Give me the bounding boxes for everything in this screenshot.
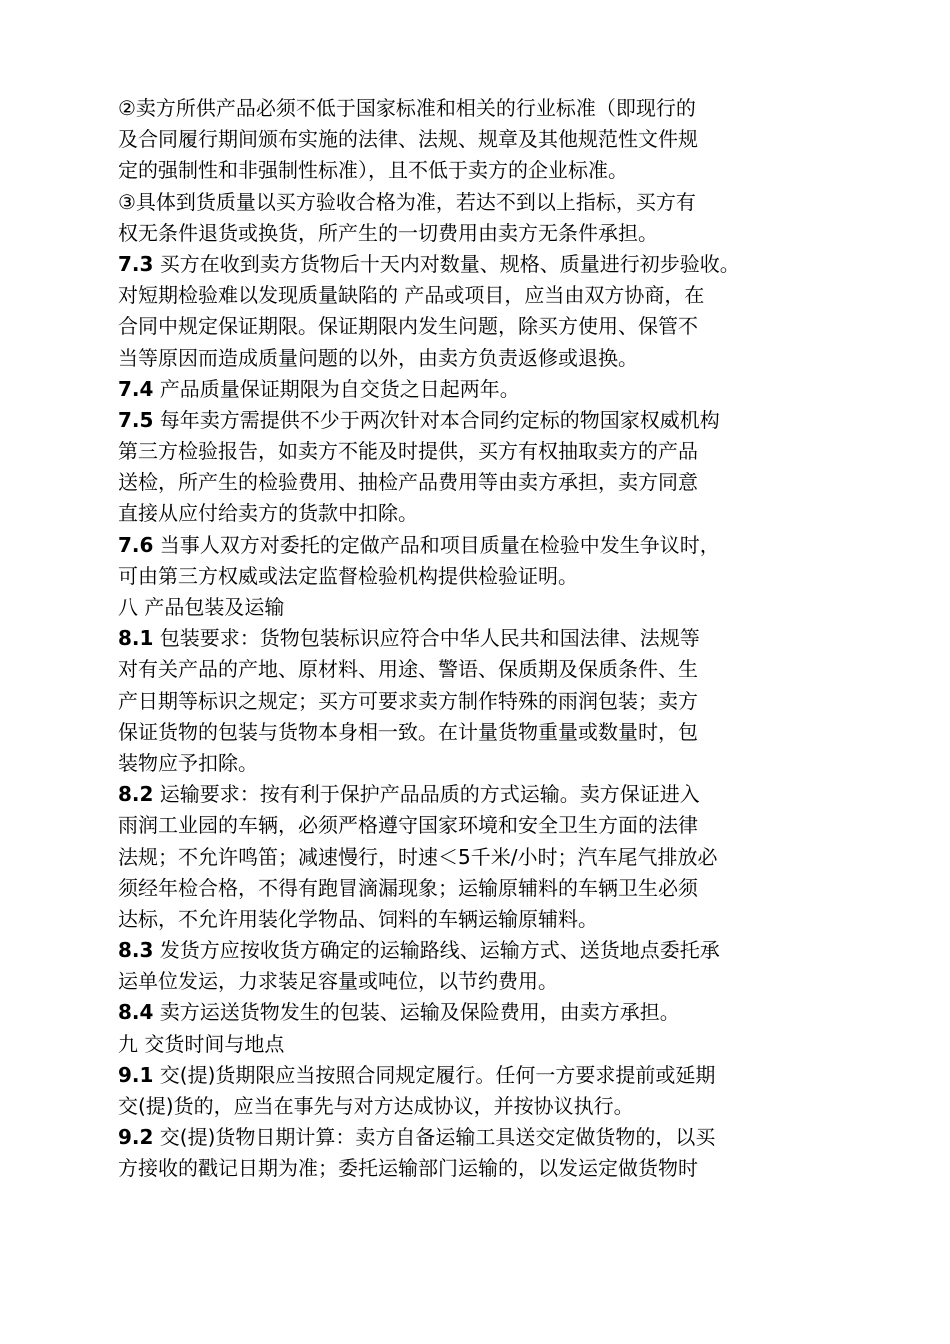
- line-text: 九 交货时间与地点: [118, 1031, 285, 1056]
- text-line: [118, 686, 858, 717]
- document-body: [118, 93, 858, 1185]
- text-line: [118, 436, 858, 467]
- line-text: 合同中规定保证期限。保证期限内发生问题，除买方使用、保管不: [118, 314, 698, 339]
- line-text: 当等原因而造成质量问题的以外，由卖方负责返修或退换。: [118, 345, 638, 370]
- text-line: [118, 873, 858, 904]
- line-text: 送检，所产生的检验费用、抽检产品费用等由卖方承担，卖方同意: [118, 470, 698, 495]
- text-line: [118, 343, 858, 374]
- text-line: [118, 498, 858, 529]
- line-text: 买方在收到卖方货物后十天内对数量、规格、质量进行初步验收。: [153, 251, 740, 276]
- text-line: [118, 155, 858, 186]
- line-text: 对短期检验难以发现质量缺陷的 产品或项目，应当由双方协商，在: [118, 283, 705, 308]
- text-line: [118, 374, 858, 405]
- line-text: ③具体到货质量以买方验收合格为准，若达不到以上指标，买方有: [118, 189, 696, 214]
- text-line: [118, 530, 858, 561]
- section-heading: [118, 1029, 858, 1060]
- line-text: 产品质量保证期限为自交货之日起两年。: [153, 376, 520, 401]
- line-text: 可由第三方权威或法定监督检验机构提供检验证明。: [118, 563, 578, 588]
- line-text: 权无条件退货或换货，所产生的一切费用由卖方无条件承担。: [118, 220, 658, 245]
- text-line: [118, 187, 858, 218]
- line-text: 发货方应按收货方确定的运输路线、运输方式、送货地点委托承: [153, 938, 720, 963]
- text-line: [118, 966, 858, 997]
- line-text: 当事人双方对委托的定做产品和项目质量在检验中发生争议时，: [153, 532, 720, 557]
- text-line: [118, 405, 858, 436]
- text-line: [118, 654, 858, 685]
- text-line: [118, 93, 858, 124]
- line-text: 雨润工业园的车辆，必须严格遵守国家环境和安全卫生方面的法律: [118, 813, 698, 838]
- line-text: 直接从应付给卖方的货款中扣除。: [118, 501, 418, 526]
- text-line: [118, 842, 858, 873]
- clause-number: 7.3: [118, 251, 154, 276]
- text-line: [118, 779, 858, 810]
- line-text: 对有关产品的产地、原材料、用途、警语、保质期及保质条件、生: [118, 657, 698, 682]
- clause-number: 7.4: [118, 376, 154, 401]
- line-text: 第三方检验报告，如卖方不能及时提供，买方有权抽取卖方的产品: [118, 439, 698, 464]
- clause-number: 8.1: [118, 626, 154, 651]
- line-text: 装物应予扣除。: [118, 750, 258, 775]
- line-text: 达标，不允许用装化学物品、饲料的车辆运输原辅料。: [118, 906, 598, 931]
- clause-number: 7.6: [118, 532, 154, 557]
- line-text: 及合同履行期间颁布实施的法律、法规、规章及其他规范性文件规: [118, 127, 698, 152]
- text-line: [118, 1091, 858, 1122]
- text-line: [118, 467, 858, 498]
- line-text: 卖方运送货物发生的包装、运输及保险费用，由卖方承担。: [153, 1000, 680, 1025]
- clause-number: 8.3: [118, 938, 154, 963]
- text-line: [118, 249, 858, 280]
- line-text: 交(提)货期限应当按照合同规定履行。任何一方要求提前或延期: [153, 1062, 716, 1087]
- clause-number: 8.4: [118, 1000, 154, 1025]
- line-text: 产日期等标识之规定；买方可要求卖方制作特殊的雨润包装；卖方: [118, 688, 698, 713]
- text-line: [118, 904, 858, 935]
- text-line: [118, 1122, 858, 1153]
- clause-number: 7.5: [118, 407, 154, 432]
- line-text: 须经年检合格，不得有跑冒滴漏现象；运输原辅料的车辆卫生必须: [118, 875, 698, 900]
- text-line: [118, 124, 858, 155]
- line-text: ②卖方所供产品必须不低于国家标准和相关的行业标准（即现行的: [118, 96, 696, 120]
- line-text: 每年卖方需提供不少于两次针对本合同约定标的物国家权威机构: [153, 407, 720, 432]
- text-line: [118, 311, 858, 342]
- text-line: [118, 561, 858, 592]
- line-text: 法规；不允许鸣笛；减速慢行，时速＜5千米/小时；汽车尾气排放必: [118, 844, 718, 869]
- clause-number: 9.1: [118, 1062, 154, 1087]
- line-text: 交(提)货物日期计算：卖方自备运输工具送交定做货物的，以买: [153, 1125, 716, 1150]
- text-line: [118, 218, 858, 249]
- text-line: [118, 623, 858, 654]
- text-line: [118, 935, 858, 966]
- text-line: [118, 748, 858, 779]
- text-line: [118, 997, 858, 1028]
- text-line: [118, 1060, 858, 1091]
- section-heading: [118, 592, 858, 623]
- line-text: 运输要求：按有利于保护产品品质的方式运输。卖方保证进入: [153, 782, 700, 807]
- line-text: 定的强制性和非强制性标准），且不低于卖方的企业标准。: [118, 158, 628, 183]
- clause-number: 8.2: [118, 782, 154, 807]
- text-line: [118, 717, 858, 748]
- line-text: 八 产品包装及运输: [118, 595, 285, 619]
- line-text: 保证货物的包装与货物本身相一致。在计量货物重量或数量时，包: [118, 719, 698, 744]
- text-line: [118, 1153, 858, 1184]
- line-text: 方接收的戳记日期为准；委托运输部门运输的，以发运定做货物时: [118, 1156, 698, 1181]
- text-line: [118, 280, 858, 311]
- line-text: 交(提)货的，应当在事先与对方达成协议，并按协议执行。: [118, 1094, 634, 1118]
- line-text: 运单位发运，力求装足容量或吨位，以节约费用。: [118, 969, 558, 994]
- clause-number: 9.2: [118, 1125, 154, 1150]
- line-text: 包装要求：货物包装标识应符合中华人民共和国法律、法规等: [153, 626, 700, 651]
- text-line: [118, 810, 858, 841]
